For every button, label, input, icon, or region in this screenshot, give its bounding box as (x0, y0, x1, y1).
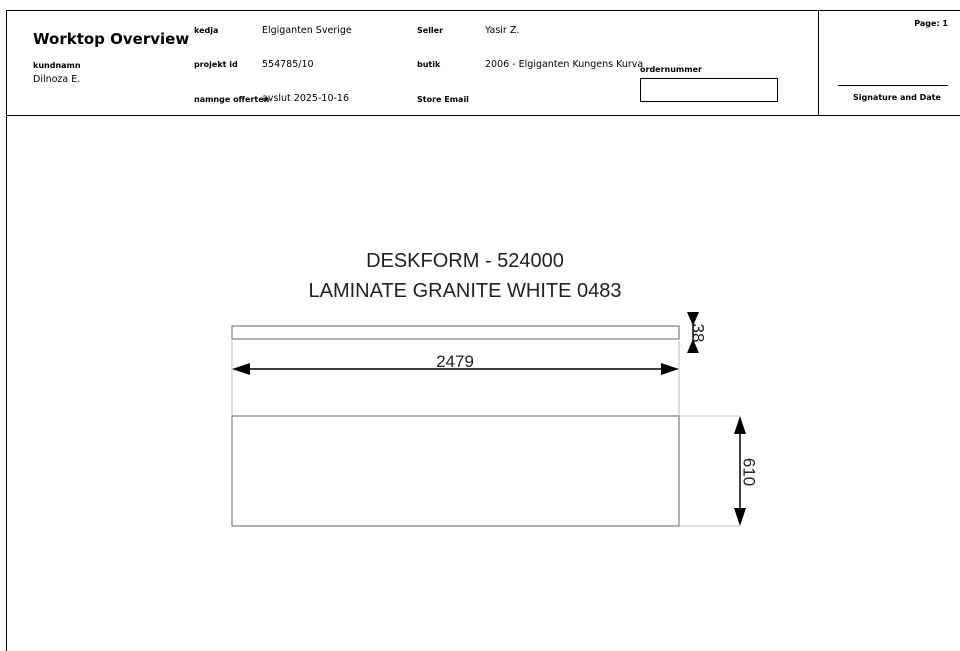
projekt-id-label: projekt id (194, 60, 238, 69)
seller-value: Yasir Z. (485, 25, 520, 36)
worktop-top-view (232, 416, 679, 526)
worktop-edge-view (232, 326, 679, 339)
kundnamn-value: Dilnoza E. (33, 74, 81, 85)
depth-arrow-top (734, 416, 746, 434)
butik-label: butik (417, 60, 441, 69)
ordernummer-label: ordernummer (640, 65, 702, 74)
butik-value: 2006 - Elgiganten Kungens Kurva (485, 59, 644, 70)
depth-arrow-bottom (734, 508, 746, 526)
depth-label: 610 (739, 457, 759, 487)
kundnamn-label: kundnamn (33, 61, 81, 70)
length-arrow-left (232, 363, 250, 375)
product-name-line: DESKFORM - 524000 (366, 250, 564, 272)
seller-label: Seller (417, 26, 444, 35)
length-dimension (232, 341, 679, 416)
namnge-offerten-label: namnge offerten (194, 95, 270, 104)
projekt-id-value: 554785/10 (262, 59, 314, 70)
product-material-line: LAMINATE GRANITE WHITE 0483 (308, 280, 622, 302)
length-label: 2479 (436, 352, 474, 371)
length-arrow-right (661, 363, 679, 375)
page-number: Page: 1 (914, 19, 948, 28)
store-email-label: Store Email (417, 95, 469, 104)
depth-dimension (679, 416, 759, 526)
document-title: Worktop Overview (33, 30, 190, 48)
kedja-value: Elgiganten Sverige (262, 25, 352, 36)
thickness-dimension (687, 312, 708, 353)
kedja-label: kedja (194, 26, 219, 35)
thickness-label: 38 (688, 323, 708, 343)
signature-and-date-label: Signature and Date (853, 93, 941, 102)
namnge-offerten-value: avslut 2025-10-16 (262, 93, 350, 104)
